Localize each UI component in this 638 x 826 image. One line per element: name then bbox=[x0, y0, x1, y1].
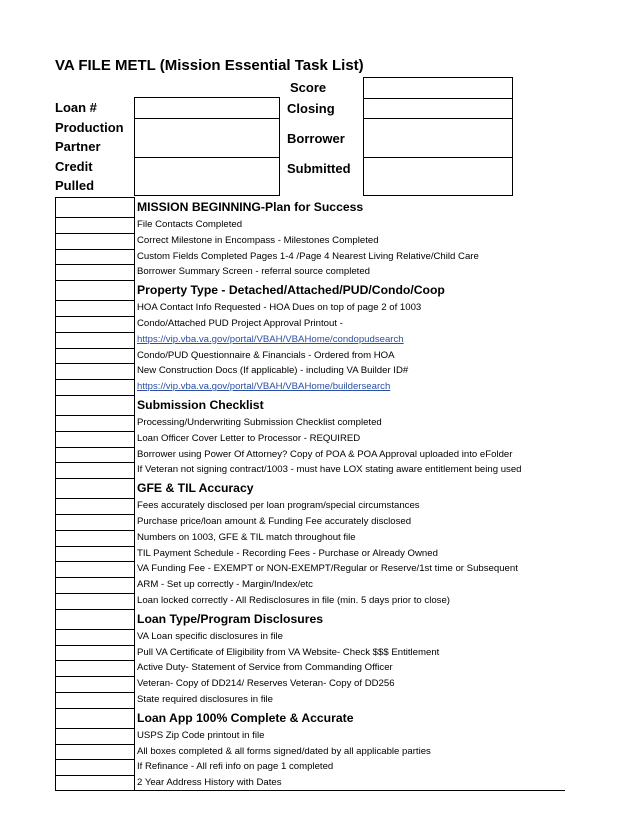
checkbox-cell[interactable] bbox=[55, 514, 134, 530]
checklist-row bbox=[55, 676, 565, 692]
section-title: Loan App 100% Complete & Accurate bbox=[134, 708, 565, 728]
checklist-row bbox=[55, 300, 565, 316]
score-field[interactable] bbox=[363, 77, 513, 99]
checklist-row bbox=[55, 546, 565, 562]
checkbox-cell[interactable] bbox=[55, 609, 134, 629]
checklist-row bbox=[55, 447, 565, 463]
closing-label: Closing bbox=[287, 101, 335, 116]
checkbox-cell[interactable] bbox=[55, 462, 134, 478]
checklist-row bbox=[55, 379, 565, 395]
reference-link[interactable]: https://vip.vba.va.gov/portal/VBAH/VBAHome/condopudsearch bbox=[134, 332, 565, 348]
task-text: Pull VA Certificate of Eligibility from VA Website- Check $$$ Entitlement bbox=[134, 645, 565, 661]
checklist-row bbox=[55, 530, 565, 546]
checkbox-cell[interactable] bbox=[55, 530, 134, 546]
checkbox-cell[interactable] bbox=[55, 593, 134, 609]
borrower-field[interactable] bbox=[363, 118, 513, 158]
task-text: Active Duty- Statement of Service from Commanding Officer bbox=[134, 660, 565, 676]
task-text: Correct Milestone in Encompass - Milestones Completed bbox=[134, 233, 565, 249]
checkbox-cell[interactable] bbox=[55, 348, 134, 364]
checkbox-cell[interactable] bbox=[55, 300, 134, 316]
section-header-row bbox=[55, 197, 565, 217]
checkbox-cell[interactable] bbox=[55, 363, 134, 379]
task-text: HOA Contact Info Requested - HOA Dues on top of page 2 of 1003 bbox=[134, 300, 565, 316]
checkbox-cell[interactable] bbox=[55, 629, 134, 645]
checkbox-cell[interactable] bbox=[55, 676, 134, 692]
task-text: TIL Payment Schedule - Recording Fees - Purchase or Already Owned bbox=[134, 546, 565, 562]
checkbox-cell[interactable] bbox=[55, 280, 134, 300]
task-text: Veteran- Copy of DD214/ Reserves Veteran- Copy of DD256 bbox=[134, 676, 565, 692]
task-text: Condo/PUD Questionnaire & Financials - Ordered from HOA bbox=[134, 348, 565, 364]
checklist-row bbox=[55, 498, 565, 514]
task-text: Purchase price/loan amount & Funding Fee accurately disclosed bbox=[134, 514, 565, 530]
checkbox-cell[interactable] bbox=[55, 415, 134, 431]
checklist-row bbox=[55, 514, 565, 530]
task-text: Borrower Summary Screen - referral source completed bbox=[134, 264, 565, 280]
task-text: Loan Officer Cover Letter to Processor - REQUIRED bbox=[134, 431, 565, 447]
loan-number-field[interactable] bbox=[134, 97, 280, 119]
task-text: Processing/Underwriting Submission Checklist completed bbox=[134, 415, 565, 431]
task-text: 2 Year Address History with Dates bbox=[134, 775, 565, 791]
section-title: MISSION BEGINNING-Plan for Success bbox=[134, 197, 565, 217]
task-text: USPS Zip Code printout in file bbox=[134, 728, 565, 744]
checkbox-cell[interactable] bbox=[55, 692, 134, 708]
checkbox-cell[interactable] bbox=[55, 561, 134, 577]
checklist-row bbox=[55, 217, 565, 233]
checklist-table bbox=[55, 197, 565, 791]
checklist-row bbox=[55, 759, 565, 775]
checklist-row bbox=[55, 692, 565, 708]
checkbox-cell[interactable] bbox=[55, 645, 134, 661]
checklist-row bbox=[55, 233, 565, 249]
checkbox-cell[interactable] bbox=[55, 447, 134, 463]
checkbox-cell[interactable] bbox=[55, 744, 134, 760]
checkbox-cell[interactable] bbox=[55, 316, 134, 332]
task-text: State required disclosures in file bbox=[134, 692, 565, 708]
checklist-row bbox=[55, 316, 565, 332]
score-label: Score bbox=[290, 80, 327, 95]
checklist-row bbox=[55, 577, 565, 593]
checklist-row bbox=[55, 775, 565, 791]
checklist-row bbox=[55, 645, 565, 661]
submitted-field[interactable] bbox=[363, 157, 513, 196]
checkbox-cell[interactable] bbox=[55, 332, 134, 348]
checklist-row bbox=[55, 264, 565, 280]
section-header-row bbox=[55, 395, 565, 415]
checkbox-cell[interactable] bbox=[55, 264, 134, 280]
section-header-row bbox=[55, 609, 565, 629]
checklist-row bbox=[55, 415, 565, 431]
section-header-row bbox=[55, 708, 565, 728]
checklist-row bbox=[55, 744, 565, 760]
task-text: If Veteran not signing contract/1003 - must have LOX stating aware entitlement being used bbox=[134, 462, 565, 478]
checkbox-cell[interactable] bbox=[55, 233, 134, 249]
section-title: Property Type - Detached/Attached/PUD/Condo/Coop bbox=[134, 280, 565, 300]
checklist-row bbox=[55, 660, 565, 676]
borrower-label: Borrower bbox=[287, 131, 345, 146]
loan-number-label: Loan # bbox=[55, 100, 97, 115]
task-text: All boxes completed & all forms signed/dated by all applicable parties bbox=[134, 744, 565, 760]
checkbox-cell[interactable] bbox=[55, 759, 134, 775]
task-text: ARM - Set up correctly - Margin/Index/etc bbox=[134, 577, 565, 593]
section-header-row bbox=[55, 280, 565, 300]
task-text: Loan locked correctly - All Redisclosures in file (min. 5 days prior to close) bbox=[134, 593, 565, 609]
section-title: Submission Checklist bbox=[134, 395, 565, 415]
task-text: Numbers on 1003, GFE & TIL match throughout file bbox=[134, 530, 565, 546]
checkbox-cell[interactable] bbox=[55, 197, 134, 217]
checkbox-cell[interactable] bbox=[55, 728, 134, 744]
task-text: Custom Fields Completed Pages 1-4 /Page 4 Nearest Living Relative/Child Care bbox=[134, 249, 565, 265]
checkbox-cell[interactable] bbox=[55, 660, 134, 676]
credit-pulled-field[interactable] bbox=[134, 157, 280, 196]
checkbox-cell[interactable] bbox=[55, 478, 134, 498]
task-text: VA Loan specific disclosures in file bbox=[134, 629, 565, 645]
checkbox-cell[interactable] bbox=[55, 249, 134, 265]
checkbox-cell[interactable] bbox=[55, 775, 134, 791]
section-title: Loan Type/Program Disclosures bbox=[134, 609, 565, 629]
checklist-row bbox=[55, 462, 565, 478]
task-text: VA Funding Fee - EXEMPT or NON-EXEMPT/Regular or Reserve/1st time or Subsequent bbox=[134, 561, 565, 577]
checkbox-cell[interactable] bbox=[55, 577, 134, 593]
checklist-row bbox=[55, 561, 565, 577]
checklist-row bbox=[55, 363, 565, 379]
checklist-row bbox=[55, 593, 565, 609]
checklist-row bbox=[55, 629, 565, 645]
checkbox-cell[interactable] bbox=[55, 546, 134, 562]
submitted-label: Submitted bbox=[287, 161, 351, 176]
checkbox-cell[interactable] bbox=[55, 379, 134, 395]
checklist-row bbox=[55, 249, 565, 265]
checkbox-cell[interactable] bbox=[55, 431, 134, 447]
checkbox-cell[interactable] bbox=[55, 708, 134, 728]
checkbox-cell[interactable] bbox=[55, 395, 134, 415]
checklist-row bbox=[55, 332, 565, 348]
task-text: Condo/Attached PUD Project Approval Printout - bbox=[134, 316, 565, 332]
document-title: VA FILE METL (Mission Essential Task List) bbox=[55, 57, 364, 74]
section-title: GFE & TIL Accuracy bbox=[134, 478, 565, 498]
checklist-row bbox=[55, 348, 565, 364]
checklist-row bbox=[55, 431, 565, 447]
closing-field[interactable] bbox=[363, 98, 513, 119]
checkbox-cell[interactable] bbox=[55, 498, 134, 514]
task-text: If Refinance - All refi info on page 1 completed bbox=[134, 759, 565, 775]
production-partner-label: Production Partner bbox=[55, 120, 124, 154]
credit-pulled-label: Credit Pulled bbox=[55, 159, 95, 193]
checklist-row bbox=[55, 728, 565, 744]
production-partner-field[interactable] bbox=[134, 118, 280, 158]
section-header-row bbox=[55, 478, 565, 498]
task-text: File Contacts Completed bbox=[134, 217, 565, 233]
checkbox-cell[interactable] bbox=[55, 217, 134, 233]
task-text: New Construction Docs (If applicable) - including VA Builder ID# bbox=[134, 363, 565, 379]
reference-link[interactable]: https://vip.vba.va.gov/portal/VBAH/VBAHome/buildersearch bbox=[134, 379, 565, 395]
task-text: Borrower using Power Of Attorney? Copy of POA & POA Approval uploaded into eFolder bbox=[134, 447, 565, 463]
task-text: Fees accurately disclosed per loan program/special circumstances bbox=[134, 498, 565, 514]
